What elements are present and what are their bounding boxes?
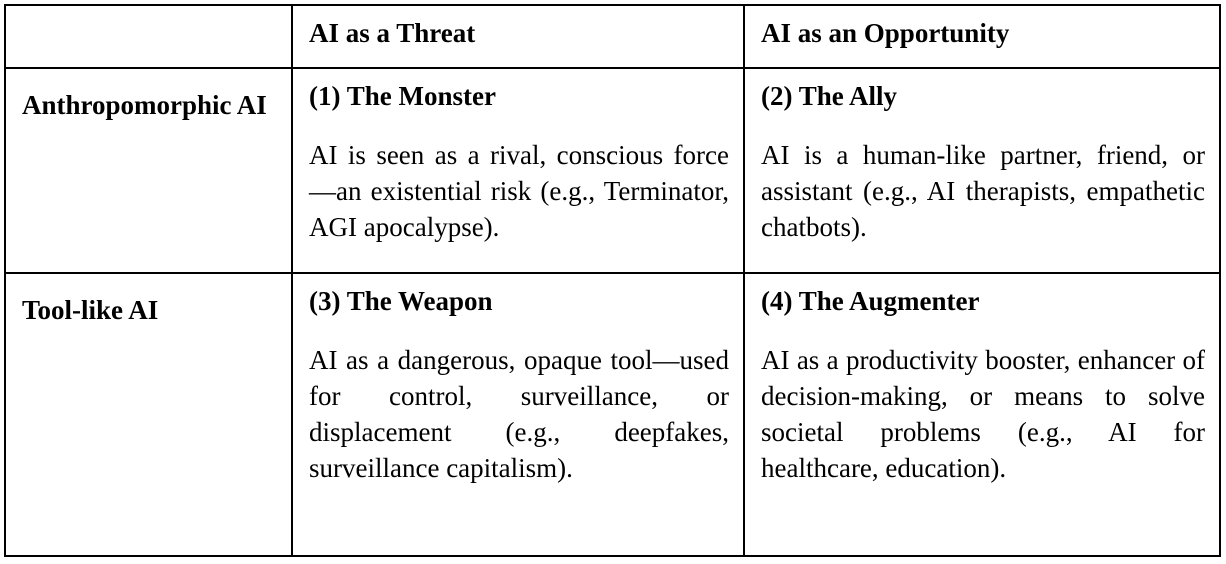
quadrant-weapon	[293, 274, 745, 555]
corner-cell	[6, 6, 293, 69]
quadrant-weapon-description: AI as a dangerous, opaque tool—used for control, surveillance, or displacement (e.g., deepfakes, surveillance capitalism).	[309, 345, 729, 483]
row-header-anthropomorphic	[6, 69, 293, 274]
quadrant-augmenter	[745, 274, 1219, 555]
quadrant-monster-description: AI is seen as a rival, conscious force—an existential risk (e.g., Terminator, AGI apocalypse).	[309, 140, 729, 242]
quadrant-weapon-title: (3) The Weapon	[309, 286, 493, 316]
quadrant-augmenter-title: (4) The Augmenter	[761, 286, 980, 316]
row-header-anthropomorphic-label: Anthropomorphic AI	[22, 90, 267, 120]
column-header-threat	[293, 6, 745, 69]
column-header-threat-label: AI as a Threat	[309, 18, 476, 48]
quadrant-augmenter-description: AI as a productivity booster, enhancer of decision-making, or means to solve societal problems (e.g., AI for healthcare, education).	[761, 345, 1205, 483]
ai-framing-matrix-table	[4, 4, 1221, 557]
column-header-opportunity-label: AI as an Opportunity	[761, 18, 1010, 48]
quadrant-ally	[745, 69, 1219, 274]
quadrant-monster-title: (1) The Monster	[309, 81, 496, 111]
column-header-opportunity	[745, 6, 1219, 69]
row-header-tool-like-label: Tool-like AI	[22, 295, 159, 325]
row-header-tool-like	[6, 274, 293, 555]
quadrant-ally-title: (2) The Ally	[761, 81, 898, 111]
quadrant-monster	[293, 69, 745, 274]
quadrant-ally-description: AI is a human-like partner, friend, or assistant (e.g., AI therapists, empathetic chatbots).	[761, 140, 1205, 242]
